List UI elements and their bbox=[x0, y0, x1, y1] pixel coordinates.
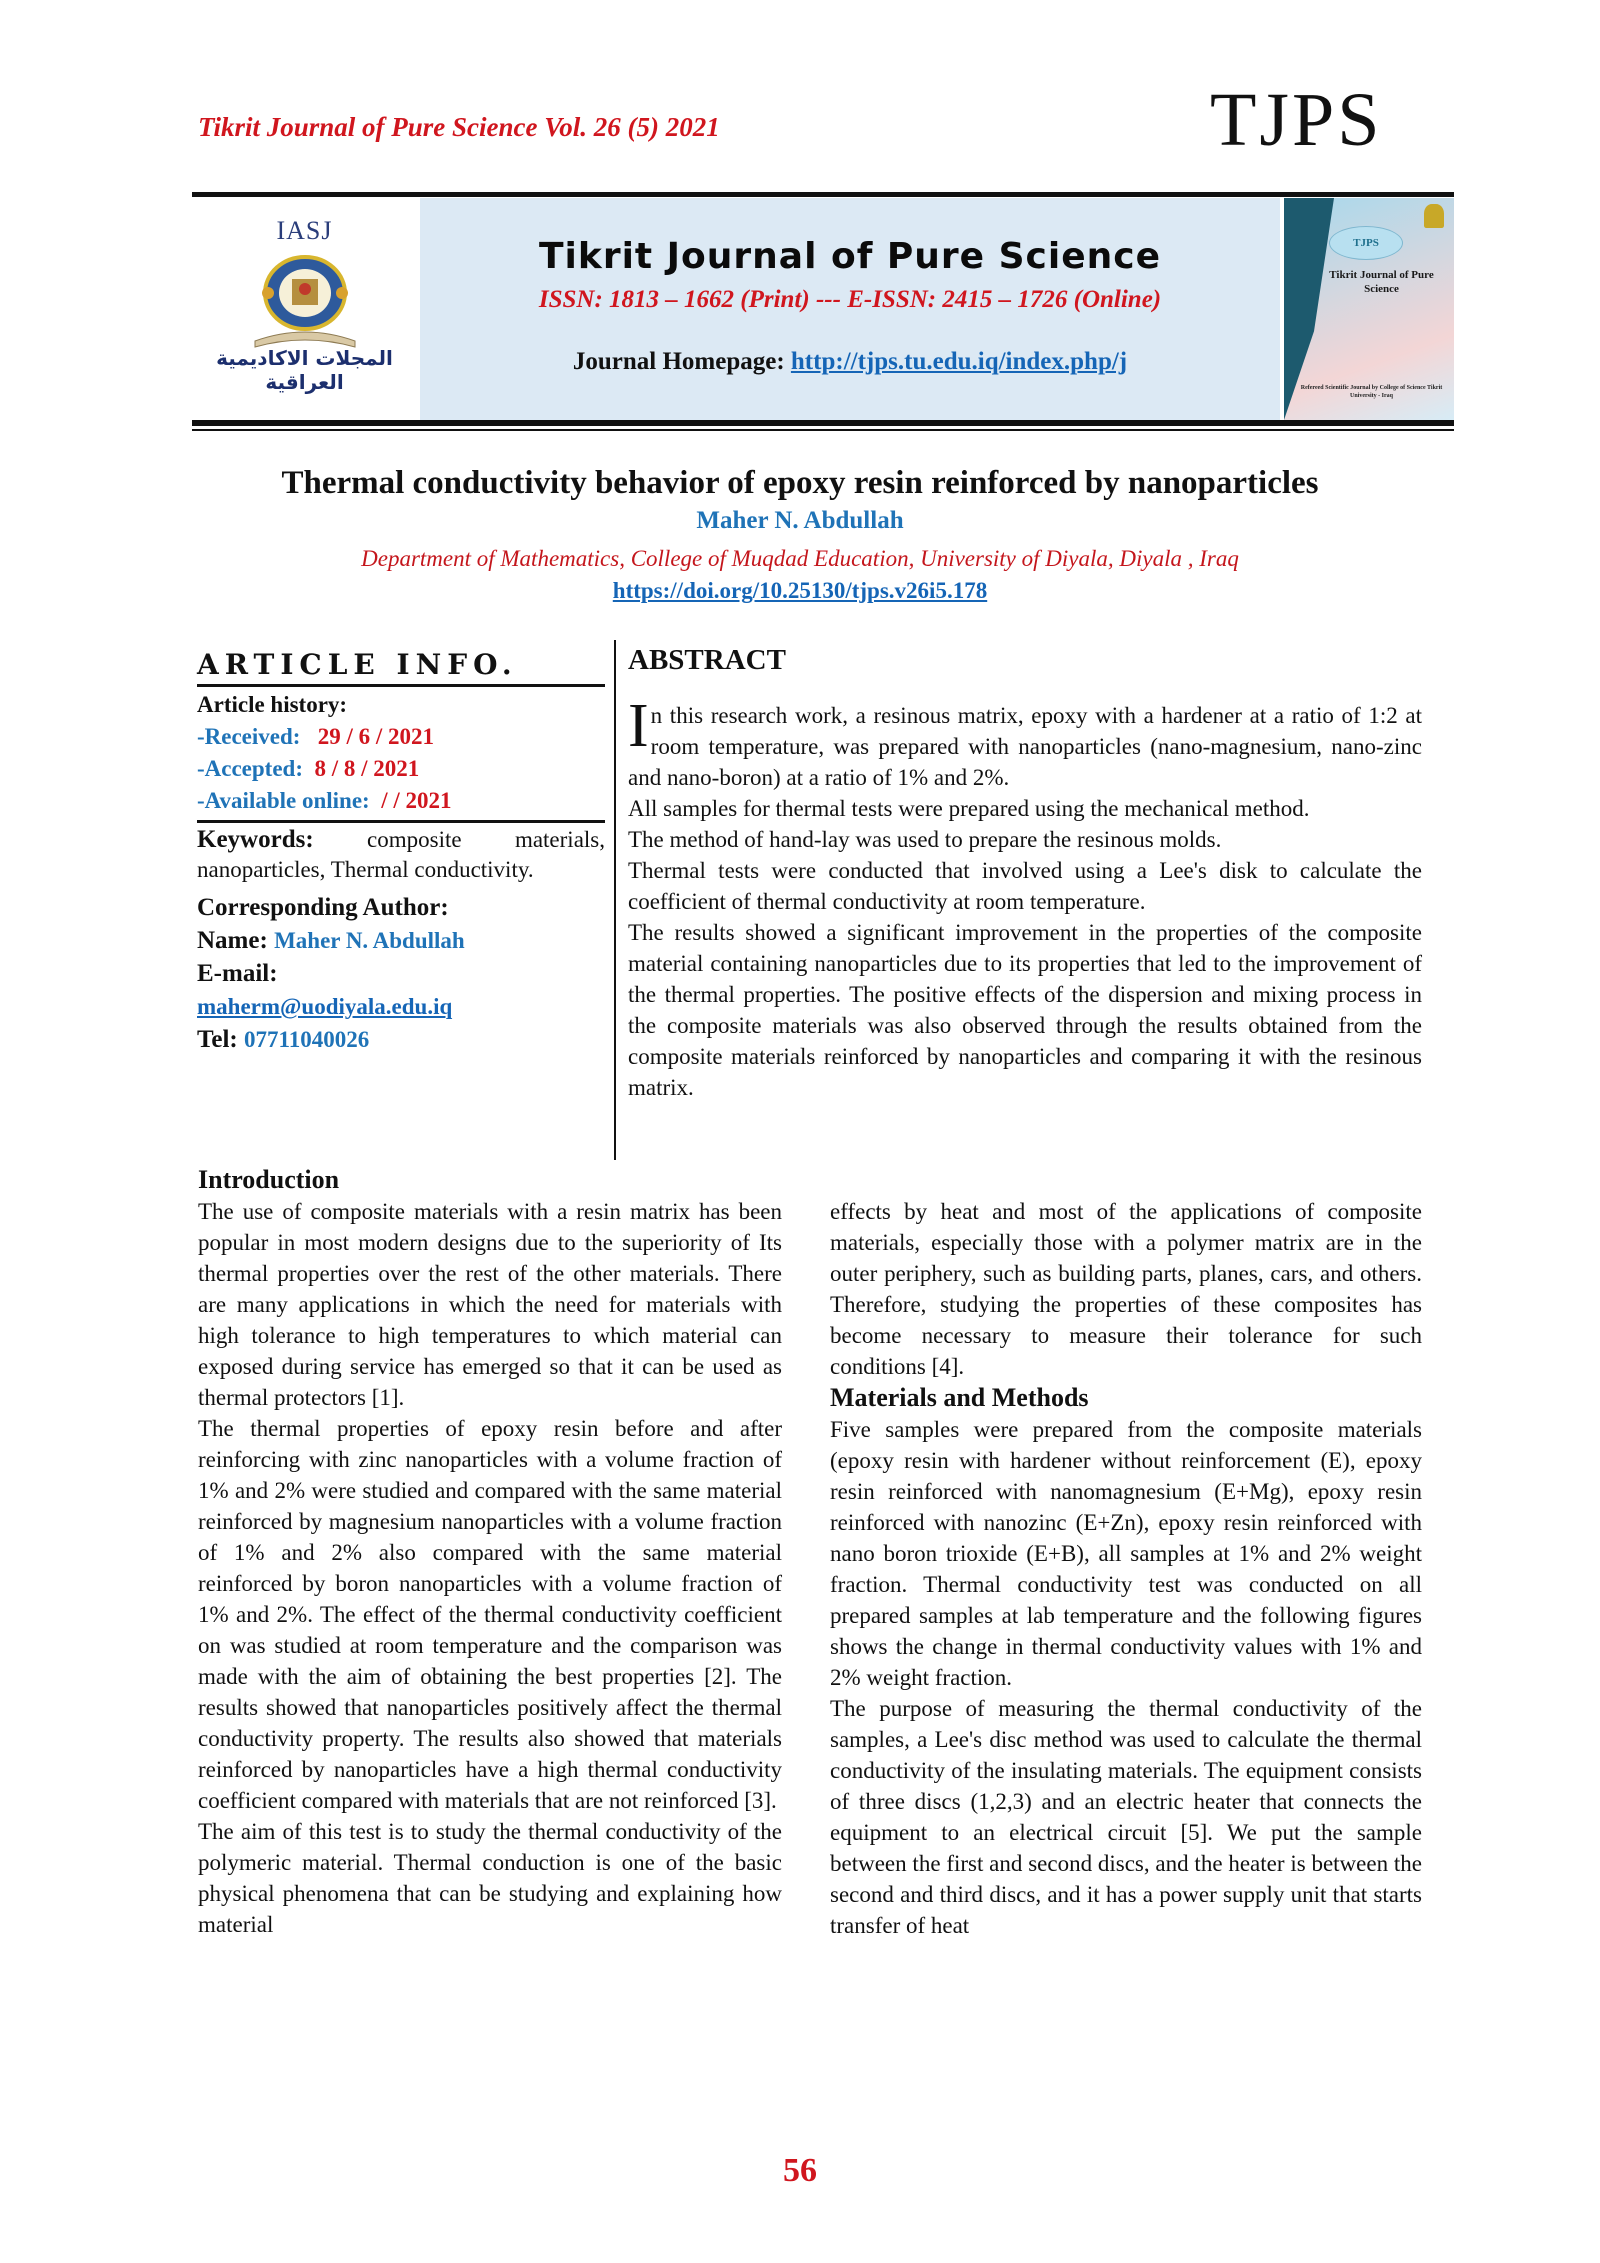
email-label: E-mail: bbox=[197, 960, 278, 987]
abstract-body bbox=[628, 692, 1422, 1103]
abstract-paragraph: Thermal tests were conducted that involved using a Lee's disk to calculate the coefficient of thermal conductivity at room temperature. bbox=[628, 858, 1422, 914]
divider bbox=[197, 820, 605, 823]
banner-top-rule bbox=[192, 192, 1454, 197]
materials-methods-heading: Materials and Methods bbox=[830, 1383, 1089, 1412]
abstract-paragraph: The method of hand-lay was used to prepare the resinous molds. bbox=[628, 827, 1222, 852]
page-number: 56 bbox=[783, 2152, 817, 2189]
name-value: Maher N. Abdullah bbox=[274, 928, 465, 953]
journal-banner bbox=[192, 198, 1454, 420]
available-value: / / 2021 bbox=[381, 788, 452, 813]
body-paragraph: Five samples were prepared from the composite materials (epoxy resin with hardener without reinforcement (E), epoxy resin reinforced with nanomagnesium (E+Mg), epoxy resin reinforced with nanozinc (E+Zn), epoxy resin reinforced with nano boron trioxide (E+B), all samples at 1% and 2% weight fraction. Thermal conductivity test was conducted on all prepared samples at lab temperature and the following figures shows the change in thermal conductivity values with 1% and 2% weight fraction. bbox=[830, 1417, 1422, 1690]
email bbox=[197, 990, 605, 1023]
homepage-link[interactable]: http://tjps.tu.edu.iq/index.php/j bbox=[790, 348, 1128, 375]
corresponding-author-label: Corresponding Author: bbox=[197, 894, 449, 921]
drop-cap: I bbox=[628, 692, 649, 760]
email-link[interactable]: maherm@uodiyala.edu.iq bbox=[197, 994, 453, 1019]
abstract-paragraph: In this research work, a resinous matrix, epoxy with a hardener at a ratio of 1:2 at room temperature, was prepared with nanoparticles (nano-magnesium, nano-zinc and nano-boron) at a ratio of 1% and 2%. bbox=[628, 692, 1422, 790]
telephone bbox=[197, 1023, 605, 1056]
journal-name: Tikrit Journal of Pure Science bbox=[538, 236, 1162, 277]
tel-value: 07711040026 bbox=[244, 1027, 370, 1052]
doi bbox=[0, 578, 1600, 604]
body-paragraph: The purpose of measuring the thermal conductivity of the samples, a Lee's disc method was used to calculate the thermal conductivity of the insulating materials. The equipment consists of three discs (1,2,3) and an electric heater that connects the equipment to an electrical circuit [5]. We put the sample between the first and second discs, and the heater is between the second and third discs, and it has a power supply unit that starts transfer of heat bbox=[830, 1696, 1422, 1938]
article-title: Thermal conductivity behavior of epoxy resin reinforced by nanoparticles bbox=[281, 465, 1319, 501]
body-paragraph: The aim of this test is to study the thermal conductivity of the polymeric material. Thermal conduction is one of the basic physical phenomena that can be studying and explaining how material bbox=[198, 1819, 782, 1937]
banner-bottom-rule-thick bbox=[192, 420, 1454, 426]
iasj-logo bbox=[192, 198, 417, 420]
available-date bbox=[197, 785, 605, 817]
iasj-acronym: IASJ bbox=[276, 216, 333, 245]
author-affiliation: Department of Mathematics, College of Muqdad Education, University of Diyala, Diyala , Iraq bbox=[361, 546, 1239, 571]
name-label: Name: bbox=[197, 927, 268, 954]
tel-label: Tel: bbox=[197, 1026, 238, 1053]
body-column-right bbox=[830, 1196, 1422, 1941]
available-label: -Available online: bbox=[197, 788, 370, 813]
keywords-value: composite materials, nanoparticles, Thermal conductivity. bbox=[197, 827, 605, 882]
homepage-label: Journal Homepage: bbox=[572, 348, 791, 375]
column-divider bbox=[614, 640, 616, 1160]
introduction-heading: Introduction bbox=[198, 1165, 340, 1194]
journal-cover-thumbnail bbox=[1284, 198, 1454, 420]
body-paragraph: The use of composite materials with a resin matrix has been popular in most modern designs due to the superiority of Its thermal properties over the rest of the other materials. There are many applications in which the need for materials with high tolerance to high temperatures to which material can exposed during service has emerged so that it can be used as thermal protectors [1]. bbox=[198, 1199, 782, 1410]
doi-link[interactable]: https://doi.org/10.25130/tjps.v26i5.178 bbox=[612, 578, 988, 603]
body-paragraph: effects by heat and most of the applications of composite materials, especially those with a polymer matrix are in the outer periphery, such as building parts, planes, cars, and others. Therefore, studying the properties of these composites has become necessary to measure their tolerance for such conditions [4]. bbox=[830, 1199, 1422, 1379]
received-date bbox=[197, 721, 605, 753]
banner-bottom-rule-thin bbox=[192, 429, 1454, 431]
running-header-journal-volume: Tikrit Journal of Pure Science Vol. 26 (5) 2021 bbox=[198, 112, 720, 142]
received-label: -Received: bbox=[197, 724, 301, 749]
abstract-paragraph: All samples for thermal tests were prepared using the mechanical method. bbox=[628, 796, 1310, 821]
keywords bbox=[197, 825, 605, 885]
accepted-label: -Accepted: bbox=[197, 756, 304, 781]
iasj-arabic-name: المجلات الاكاديمية العراقية bbox=[216, 346, 393, 394]
article-author: Maher N. Abdullah bbox=[696, 507, 904, 534]
iasj-emblem-icon bbox=[250, 253, 360, 353]
received-value: 29 / 6 / 2021 bbox=[317, 724, 434, 749]
cover-footer: Refereed Scientific Journal by College of Science Tikrit University - Iraq bbox=[1300, 385, 1443, 399]
tjps-wordmark: TJPS bbox=[1210, 78, 1383, 162]
article-info-panel bbox=[197, 648, 605, 1056]
divider bbox=[197, 684, 605, 687]
journal-homepage bbox=[420, 348, 1280, 376]
keywords-label: Keywords: bbox=[197, 826, 314, 853]
abstract-paragraph: The results showed a significant improvement in the properties of the composite material containing nanoparticles due to its properties that led to the improvement of the thermal properties. The positive effects of the dispersion and mixing process in the composite materials was also observed through the results obtained from the composite materials reinforced by nanoparticles and comparing it with the resinous matrix. bbox=[628, 920, 1422, 1100]
cover-crest-icon bbox=[1424, 204, 1444, 228]
cover-badge: TJPS bbox=[1329, 226, 1403, 260]
abstract-heading: ABSTRACT bbox=[628, 644, 786, 676]
article-history-label: Article history: bbox=[197, 692, 348, 717]
body-paragraph: The thermal properties of epoxy resin before and after reinforcing with zinc nanoparticles with a volume fraction of 1% and 2% were studied and compared with the same material reinforced by magnesium nanoparticles with a volume fraction of 1% and 2% also compared with the same material reinforced by boron nanoparticles with a volume fraction of 1% and 2%. The effect of the thermal conductivity coefficient on was studied at room temperature and the comparison was made with the aim of obtaining the best properties [2]. The results showed that nanoparticles positively affect the thermal conductivity property. The results also showed that materials reinforced by nanoparticles have a high thermal conductivity coefficient compared with materials that are not reinforced [3]. bbox=[198, 1416, 782, 1813]
corresponding-name bbox=[197, 924, 605, 957]
accepted-value: 8 / 8 / 2021 bbox=[314, 756, 420, 781]
accepted-date bbox=[197, 753, 605, 785]
issn-line: ISSN: 1813 – 1662 (Print) --- E-ISSN: 2415 – 1726 (Online) bbox=[538, 286, 1162, 313]
banner-title-panel bbox=[420, 198, 1280, 420]
body-column-left bbox=[198, 1196, 782, 1940]
article-info-heading: ARTICLE INFO. bbox=[197, 648, 518, 681]
cover-title: Tikrit Journal of Pure Science bbox=[1329, 269, 1434, 295]
